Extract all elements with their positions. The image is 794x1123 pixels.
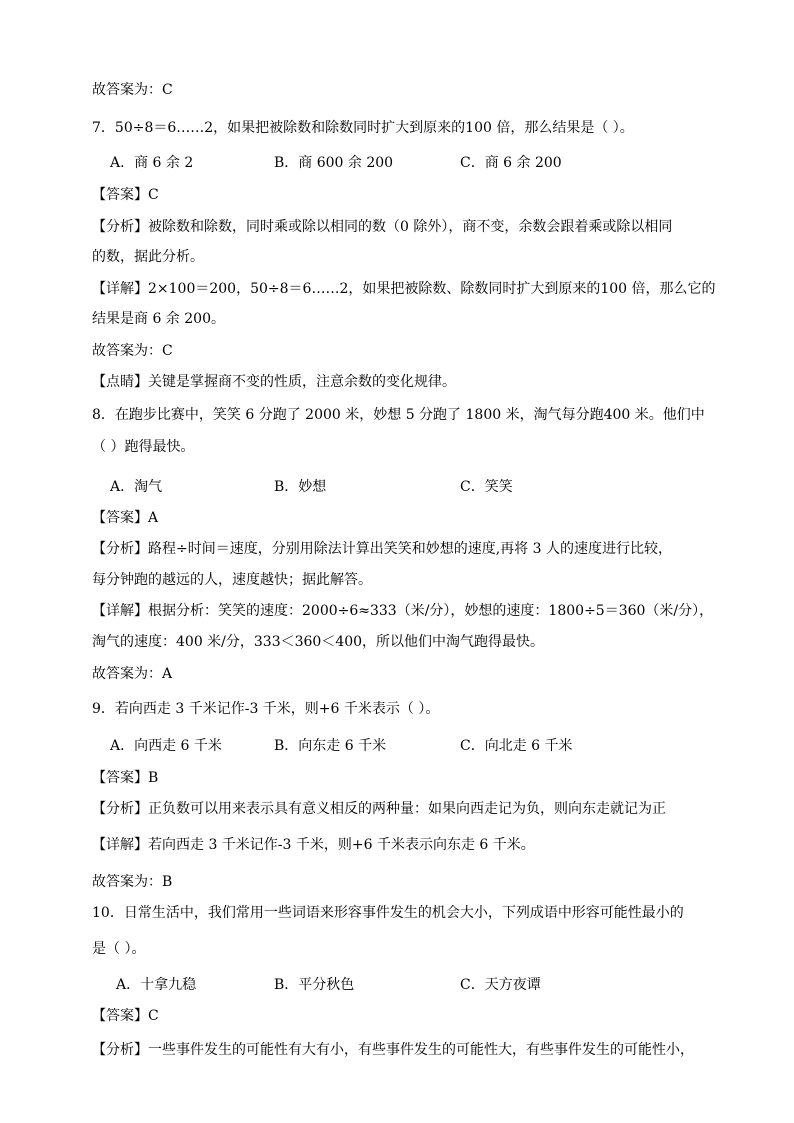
option-b: B．平分秋色 [274, 977, 355, 993]
option-b: B．向东走 6 千米 [274, 738, 387, 754]
analysis-line: 【分析】正负数可以用来表示具有意义相反的两种量：如果向西走记为负，则向东走就记为正 [92, 801, 666, 817]
question-10-options [92, 975, 714, 995]
answer-line: 故答案为：B [92, 874, 173, 890]
question-9-stem: 9．若向西走 3 千米记作-3 千米，则+6 千米表示（ ）。 [92, 701, 440, 717]
question-7-stem: 7．50÷8＝6……2，如果把被除数和除数同时扩大到原来的100 倍，那么结果是（ ）。 [92, 120, 634, 136]
question-8-stem: 8．在跑步比赛中，笑笑 6 分跑了 2000 米，妙想 5 分跑了 1800 米，淘气每分跑400 米。他们中 [92, 407, 705, 423]
question-7-options [92, 153, 714, 173]
analysis-line: 【分析】一些事件发生的可能性有大有小，有些事件发生的可能性大，有些事件发生的可能性小， [92, 1042, 694, 1058]
analysis-line: 【分析】路程÷时间＝速度，分别用除法计算出笑笑和妙想的速度,再将 3 人的速度进行比较， [92, 541, 672, 557]
comment-line: 【点睛】关键是掌握商不变的性质，注意余数的变化规律。 [92, 374, 456, 390]
question-10-stem: 10．日常生活中，我们常用一些词语来形容事件发生的机会大小，下列成语中形容可能性最小的 [92, 905, 684, 921]
analysis-line: 【分析】被除数和除数，同时乘或除以相同的数（0 除外），商不变，余数会跟着乘或除以相同 [92, 219, 673, 235]
option-c: C．商 6 余 200 [460, 155, 562, 171]
answer-line: 故答案为：C [92, 343, 173, 359]
option-c: C．笑笑 [460, 479, 513, 495]
option-a: A．商 6 余 2 [110, 155, 194, 171]
answer-line: 【答案】A [92, 510, 159, 526]
option-a: A．淘气 [110, 479, 163, 495]
option-a: A．十拿九稳 [116, 977, 197, 993]
question-8-options [92, 477, 714, 497]
option-b: B．商 600 余 200 [274, 155, 394, 171]
detail-line: 结果是商 6 余 200。 [92, 311, 225, 327]
analysis-line: 的数，据此分析。 [92, 249, 204, 265]
answer-line: 【答案】B [92, 770, 159, 786]
detail-line: 【详解】2×100＝200，50÷8＝6……2，如果把被除数、除数同时扩大到原来的100 倍，那么它的 [92, 281, 716, 297]
answer-line: 故答案为：C [92, 82, 173, 98]
question-10-stem: 是（ ）。 [92, 941, 146, 957]
detail-line: 【详解】若向西走 3 千米记作-3 千米，则+6 千米表示向东走 6 千米。 [92, 837, 535, 853]
question-8-stem: （ ）跑得最快。 [92, 439, 195, 455]
question-9-options [92, 736, 714, 756]
answer-line: 故答案为：A [92, 666, 173, 682]
answer-line: 【答案】C [92, 187, 159, 203]
option-c: C．向北走 6 千米 [460, 738, 573, 754]
option-b: B．妙想 [274, 479, 327, 495]
option-c: C．天方夜谭 [460, 977, 541, 993]
detail-line: 【详解】根据分析：笑笑的速度：2000÷6≈333（米/分），妙想的速度：1800÷5＝360（米/分）， [92, 603, 714, 619]
analysis-line: 每分钟跑的越远的人，速度越快；据此解答。 [92, 572, 372, 588]
detail-line: 淘气的速度：400 米/分，333＜360＜400，所以他们中淘气跑得最快。 [92, 634, 545, 650]
option-a: A．向西走 6 千米 [110, 738, 222, 754]
answer-line: 【答案】C [92, 1008, 159, 1024]
